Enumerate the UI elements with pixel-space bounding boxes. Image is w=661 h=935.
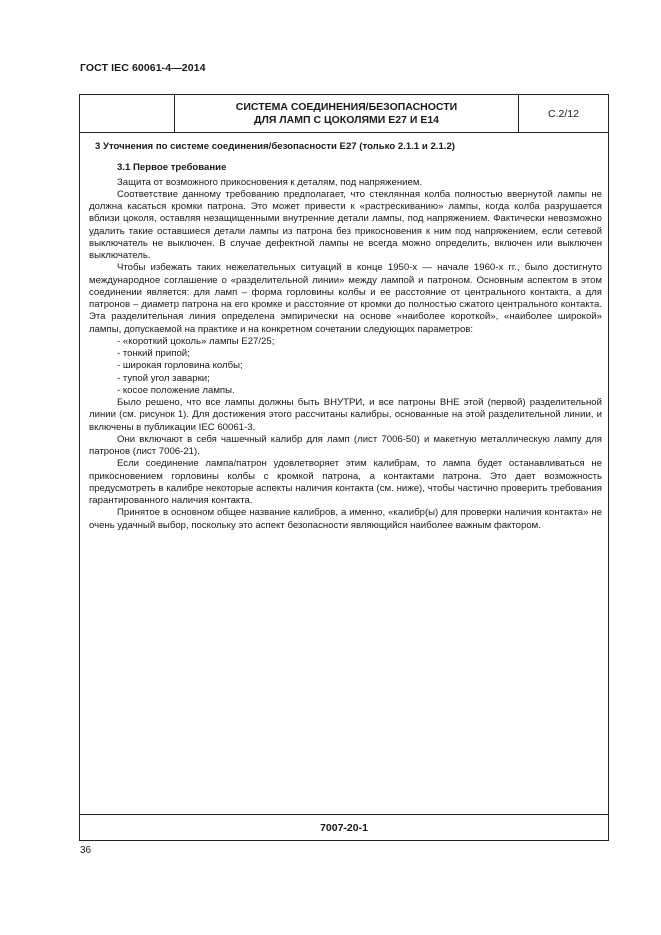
- sheet-title-line2: ДЛЯ ЛАМП С ЦОКОЛЯМИ Е27 И Е14: [254, 113, 439, 126]
- section-title: 3 Уточнения по системе соединения/безопасности Е27 (только 2.1.1 и 2.1.2): [95, 141, 455, 152]
- sheet-content: [89, 141, 602, 532]
- document-code: ГОСТ IEC 60061-4—2014: [80, 62, 206, 74]
- list-item: - косое положение лампы.: [117, 384, 235, 396]
- sheet-title-line1: СИСТЕМА СОЕДИНЕНИЯ/БЕЗОПАСНОСТИ: [235, 100, 458, 113]
- sheet-code: С.2/12: [548, 107, 579, 120]
- list-item: - тонкий припой;: [117, 348, 190, 359]
- sheet-header: [80, 95, 608, 133]
- sheet-title: [175, 95, 519, 132]
- sheet-frame: [79, 94, 609, 841]
- paragraph: Принятое в основном общее название калибров, а именно, «калибр(ы) для проверки наличия контакта» не очень удачный выбор, поскольку это аспект безопасности являющийся наиболее важным фактором.: [89, 507, 602, 531]
- paragraph: Соответствие данному требованию предполагает, что стеклянная колба полностью ввернутой лампы не должна касаться кромки патрона. Это может привести к «растрескиванию» лампы, когда колба разрушается вблизи цоколя, оставляя незащищенными внутренние детали лампы, под напряжением. Фактически невозможно удалить такие оставшиеся детали лампы из патрона без прикосновения к ним под напряжением, если сетевой выключатель не выключен. В случае дефектной лампы не всегда можно определить, включен или выключен выключатель.: [89, 188, 602, 261]
- paragraph: Было решено, что все лампы должны быть ВНУТРИ, и все патроны ВНЕ этой (первой) разделительной линии (см. рисунок 1). Для достижения этого рассчитаны калибры, основанные на этой разделительной линии, и включены в публикации IEC 60061-3.: [89, 397, 602, 433]
- paragraph: Они включают в себя чашечный калибр для ламп (лист 7006-50) и макетную металлическую лампу для патронов (лист 7006-21).: [89, 433, 602, 457]
- list-item: - «короткий цоколь» лампы Е27/25;: [117, 335, 275, 347]
- list-item: - широкая горловина колбы;: [117, 360, 243, 372]
- sheet-footer: [80, 814, 608, 840]
- subsection-title: 3.1 Первое требование: [117, 162, 227, 174]
- paragraph: Чтобы избежать таких нежелательных ситуаций в конце 1950-х — начале 1960-х гг., было достигнуто международное соглашение о «разделительной линии» между лампой и патроном. Основным аспектом в этом соединении является: для ламп – форма горловины колбы и ее расстояние от центрального контакта, а для патронов – диаметр патрона на его кромке и расстояние от кромки до полностью сжатого центрального контакта. Эта разделительная линия определена эмпирически на основе «наиболее короткой», «наиболее широкой» лампы, допускаемой на практике и на конкретном сочетании следующих параметров:: [89, 262, 602, 335]
- sheet-number: 7007-20-1: [320, 821, 368, 834]
- header-blank-cell: [80, 95, 175, 132]
- paragraph: Защита от возможного прикосновения к деталям, под напряжением.: [117, 176, 423, 188]
- list-item: - тупой угол заварки;: [117, 372, 210, 384]
- page-number: 36: [80, 845, 92, 856]
- paragraph: Если соединение лампа/патрон удовлетворяет этим калибрам, то лампа будет останавливаться не прикосновением горловины колбы с кромкой патрона, а контактами патрона. Это дает возможность предусмотреть в калибре некоторые аспекты наличия контакта (см. ниже), чтобы частично проверить требования гарантированного наличия контакта.: [89, 458, 602, 506]
